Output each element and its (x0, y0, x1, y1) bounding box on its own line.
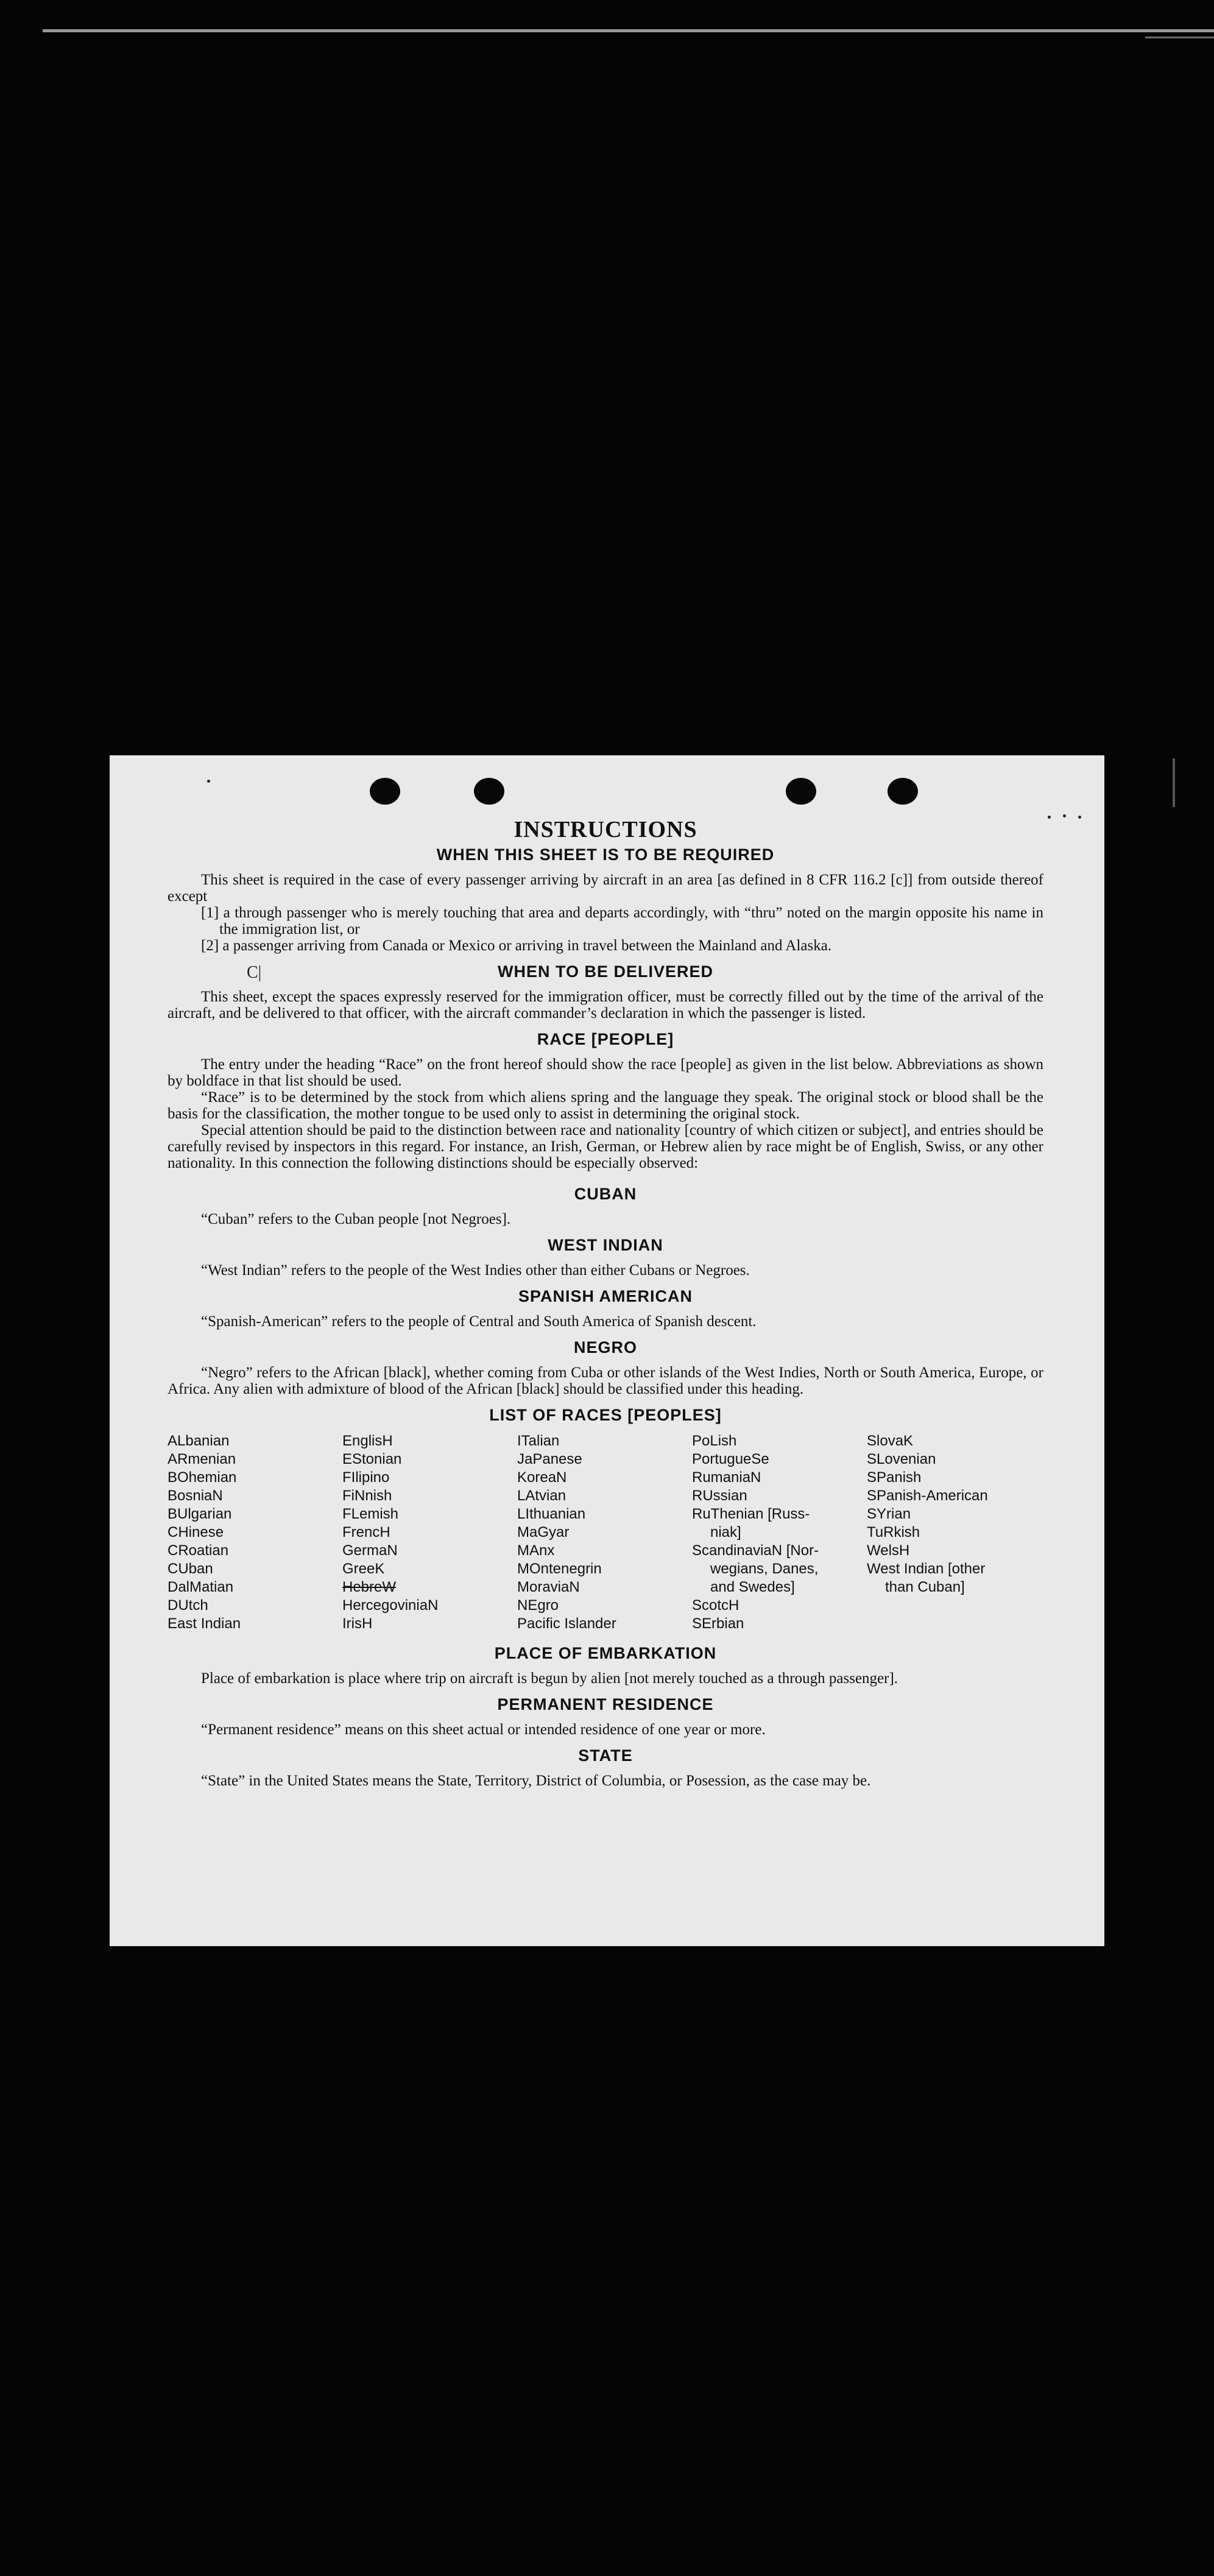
race-entry: SLovenian (867, 1451, 936, 1467)
heading-spanish-american: SPANISH AMERICAN (518, 1287, 693, 1305)
race-entry: ITalian (517, 1433, 560, 1449)
west-indian-text: “West Indian” refers to the people of the West Indies other than either Cubans or Negroes. (201, 1262, 750, 1279)
race-entry: FIlipino (342, 1469, 390, 1486)
race-entry: PortugueSe (692, 1451, 769, 1467)
race-paragraph-2: “Race” is to be determined by the stock from which aliens spring and the language they speak. The original stock or blood shall be the basis for the classification, the mother tongue to be used only to assist in determining the original stock. (168, 1089, 1043, 1122)
race-entry: HercegoviniaN (342, 1597, 439, 1614)
race-entry: KoreaN (517, 1469, 567, 1486)
delivered-text: This sheet, except the spaces expressly reserved for the immigration officer, must be correctly filled out by the time of the arrival of the aircraft, and be delivered to that officer, with the aircraft commander’s declaration in which the passenger is listed. (168, 989, 1043, 1022)
race-entry: RuThenian [Russ- (692, 1506, 810, 1522)
race-entry: NEgro (517, 1597, 559, 1614)
speck (1063, 814, 1066, 817)
race-entry: MAnx (517, 1542, 555, 1559)
heading-embarkation: PLACE OF EMBARKATION (494, 1644, 717, 1662)
races-column-4 (692, 1432, 867, 1633)
page-title: INSTRUCTIONS (513, 817, 697, 842)
race-entry: RUssian (692, 1487, 747, 1504)
race-entry: CUban (168, 1561, 213, 1577)
punch-hole (786, 778, 816, 805)
race-entry: TuRkish (867, 1524, 920, 1540)
race-entry: SErbian (692, 1615, 744, 1632)
heading-list-of-races: LIST OF RACES [PEOPLES] (489, 1406, 722, 1424)
top-edge-line (43, 29, 1214, 32)
race-entry: East Indian (168, 1615, 241, 1632)
race-entry: FrencH (342, 1524, 390, 1540)
race-entry: WelsH (867, 1542, 910, 1559)
race-entry: JaPanese (517, 1451, 582, 1467)
race-entry: ALbanian (168, 1433, 230, 1449)
speck (1048, 816, 1051, 819)
race-entry: ARmenian (168, 1451, 236, 1467)
required-item-1: [1] a through passenger who is merely touching that area and departs accordingly, with “thru” noted on the margin opposite his name in the immigration list, or (201, 905, 1043, 937)
punch-hole (888, 778, 918, 805)
race-paragraph-1: The entry under the heading “Race” on the front hereof should show the race [people] as given in the list below. Abbreviations as shown by boldface in that list should be used. (168, 1056, 1043, 1089)
race-entry: MOntenegrin (517, 1561, 602, 1577)
races-column-1 (168, 1432, 342, 1633)
speck (1078, 816, 1081, 819)
race-entry-struck: HebreW (342, 1579, 397, 1595)
heading-delivered: WHEN TO BE DELIVERED (497, 962, 714, 981)
race-entry: IrisH (342, 1615, 373, 1632)
race-paragraph-3: Special attention should be paid to the distinction between race and nationality [country of which citizen or subject], and entries should be carefully revised by inspectors in this regard. For instance, an Irish, German, or Hebrew alien by race might be of English, Swiss, or any other nationality. In this connection the following distinctions should be especially observed: (168, 1122, 1043, 1171)
races-column-5 (867, 1432, 1043, 1633)
state-text: “State” in the United States means the State, Territory, District of Columbia, or Posession, as the case may be. (201, 1773, 871, 1789)
heading-cuban: CUBAN (574, 1185, 637, 1203)
race-entry: FiNnish (342, 1487, 392, 1504)
sheet-content (168, 816, 1043, 1789)
race-entry: BUlgarian (168, 1506, 232, 1522)
race-entry: RumaniaN (692, 1469, 761, 1486)
negro-text: “Negro” refers to the African [black], whether coming from Cuba or other islands of the West Indies, North or South America, Europe, or Africa. Any alien with admixture of blood of the African [black] should be classified under this heading. (168, 1364, 1043, 1397)
spanish-american-text: “Spanish-American” refers to the people of Central and South America of Spanish descent. (201, 1313, 757, 1330)
cuban-text: “Cuban” refers to the Cuban people [not Negroes]. (201, 1211, 511, 1227)
race-entry: MaGyar (517, 1524, 570, 1540)
speck (207, 780, 210, 783)
race-entry-continuation: than Cuban] (885, 1579, 965, 1595)
heading-permanent-residence: PERMANENT RESIDENCE (497, 1695, 714, 1713)
right-edge-mark (1173, 758, 1175, 807)
race-entry-continuation: and Swedes] (710, 1579, 795, 1595)
race-entry-continuation: wegians, Danes, (710, 1561, 819, 1577)
race-entry: BOhemian (168, 1469, 237, 1486)
race-entry: DalMatian (168, 1579, 234, 1595)
race-entry: West Indian [other (867, 1561, 986, 1577)
race-entry: EnglisH (342, 1433, 393, 1449)
race-entry: EStonian (342, 1451, 402, 1467)
race-entry: ScandinaviaN [Nor- (692, 1542, 819, 1559)
heading-race: RACE [PEOPLE] (537, 1030, 674, 1048)
embarkation-text: Place of embarkation is place where trip on aircraft is begun by alien [not merely touched as a through passenger]. (201, 1670, 898, 1687)
race-entry: LAtvian (517, 1487, 566, 1504)
race-entry: CRoatian (168, 1542, 229, 1559)
race-entry: GreeK (342, 1561, 385, 1577)
top-edge-line-right (1145, 37, 1214, 38)
race-entry: CHinese (168, 1524, 224, 1540)
races-list (168, 1432, 1043, 1633)
races-column-2 (342, 1432, 517, 1633)
race-entry: LIthuanian (517, 1506, 586, 1522)
punch-hole (474, 778, 504, 805)
race-entry: FLemish (342, 1506, 399, 1522)
permanent-residence-text: “Permanent residence” means on this sheet actual or intended residence of one year or more. (201, 1721, 766, 1738)
race-entry: MoraviaN (517, 1579, 580, 1595)
races-column-3 (517, 1432, 692, 1633)
race-entry: SPanish-American (867, 1487, 988, 1504)
heading-required: WHEN THIS SHEET IS TO BE REQUIRED (436, 845, 775, 864)
race-entry-continuation: niak] (710, 1524, 741, 1540)
race-entry: Pacific Islander (517, 1615, 616, 1632)
race-entry: SYrian (867, 1506, 911, 1522)
heading-negro: NEGRO (573, 1338, 637, 1357)
required-item-2: [2] a passenger arriving from Canada or Mexico or arriving in travel between the Mainland and Alaska. (201, 937, 832, 954)
race-entry: GermaN (342, 1542, 398, 1559)
race-entry: SPanish (867, 1469, 922, 1486)
race-entry: BosniaN (168, 1487, 223, 1504)
race-entry: PoLish (692, 1433, 737, 1449)
instruction-sheet (110, 755, 1104, 1946)
margin-mark: C| (247, 963, 262, 982)
required-intro: This sheet is required in the case of every passenger arriving by aircraft in an area [as defined in 8 CFR 116.2 [c]] from outside thereof except (168, 872, 1043, 905)
race-entry: ScotcH (692, 1597, 739, 1614)
race-entry: SlovaK (867, 1433, 914, 1449)
punch-hole (370, 778, 400, 805)
heading-west-indian: WEST INDIAN (548, 1236, 663, 1254)
race-entry: DUtch (168, 1597, 208, 1614)
heading-state: STATE (578, 1746, 633, 1765)
